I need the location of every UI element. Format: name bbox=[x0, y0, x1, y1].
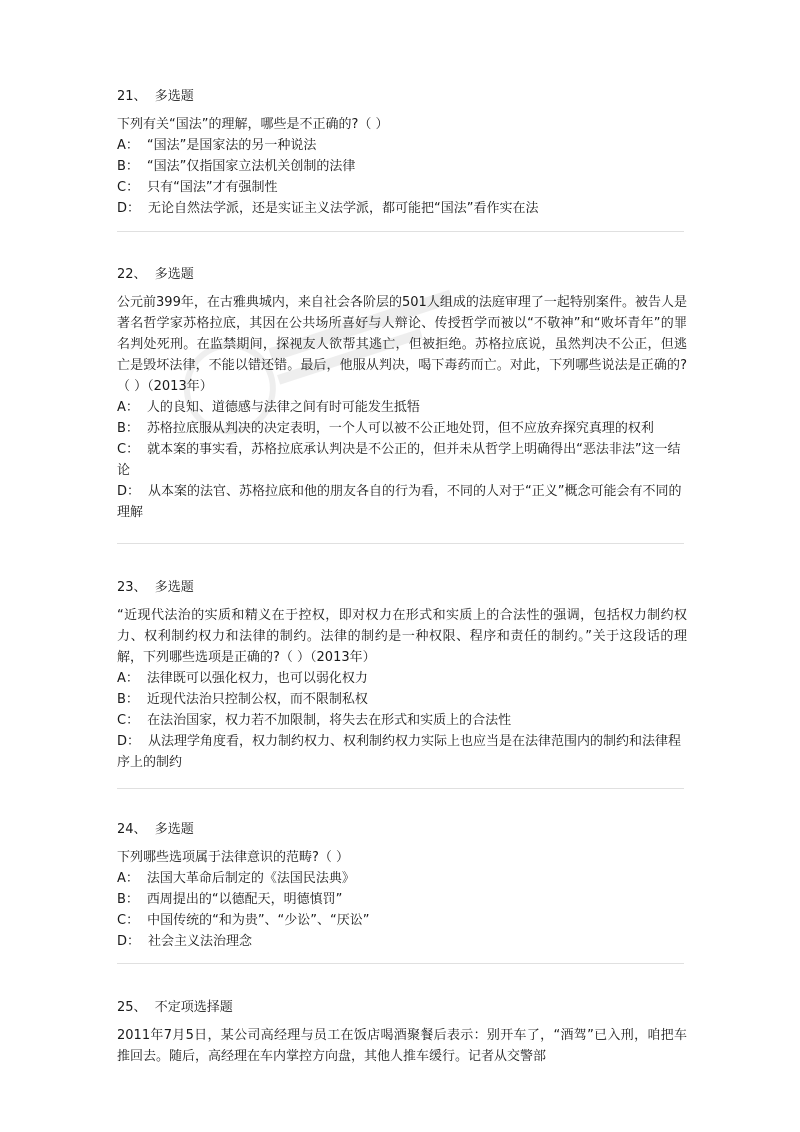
question-header bbox=[117, 578, 687, 598]
question-type: 多选题 bbox=[154, 822, 194, 837]
question-header bbox=[117, 820, 687, 840]
question-type: 多选题 bbox=[154, 89, 194, 104]
question-24 bbox=[117, 820, 687, 952]
option-d: D： 无论自然法学派，还是实证主义法学派，都可能把“国法”看作实在法 bbox=[117, 201, 539, 216]
question-number: 23、 bbox=[117, 580, 147, 595]
question-number: 24、 bbox=[117, 822, 147, 837]
divider bbox=[117, 231, 684, 232]
question-stem: 公元前399年，在古雅典城内，来自社会各阶层的501人组成的法庭审理了一起特别案件。被告人是著名哲学家苏格拉底，其因在公共场所喜好与人辩论、传授哲学而被以“不敬神”和“败坏青年”的罪名判处死刑。在监禁期间，探视友人欲帮其逃亡，但被拒绝。苏格拉底说，虽然判决不公正，但逃亡是毁坏法律，不能以错还错。最后，他服从判决，喝下毒药而亡。对此，下列哪些说法是正确的?（ ）（2013年） bbox=[117, 295, 687, 394]
question-type: 不定项选择题 bbox=[154, 1000, 233, 1015]
question-22 bbox=[117, 265, 687, 523]
divider bbox=[117, 543, 684, 544]
question-stem: 下列哪些选项属于法律意识的范畴?（ ） bbox=[117, 850, 350, 865]
question-number: 25、 bbox=[117, 1000, 147, 1015]
option-d: D： 从法理学角度看，权力制约权力、权利制约权力实际上也应当是在法律范围内的制约和法律程序上的制约 bbox=[117, 734, 682, 770]
option-b: B： “国法”仅指国家立法机关创制的法律 bbox=[117, 159, 356, 174]
question-number: 21、 bbox=[117, 89, 147, 104]
option-b: B： 西周提出的“以德配天，明德慎罚” bbox=[117, 892, 343, 907]
option-a: A： 法国大革命后制定的《法国民法典》 bbox=[117, 871, 355, 886]
option-b: B： 近现代法治只控制公权，而不限制私权 bbox=[117, 692, 368, 707]
question-stem: 下列有关“国法”的理解，哪些是不正确的?（ ） bbox=[117, 117, 389, 132]
question-type: 多选题 bbox=[154, 267, 194, 282]
option-d: D： 从本案的法官、苏格拉底和他的朋友各自的行为看，不同的人对于“正义”概念可能会有不同的理解 bbox=[117, 484, 682, 520]
question-type: 多选题 bbox=[154, 580, 194, 595]
question-stem: “近现代法治的实质和精义在于控权，即对权力在形式和实质上的合法性的强调，包括权力制约权力、权利制约权力和法律的制约。法律的制约是一种权限、程序和责任的制约。”关于这段话的理解，下列哪些选项是正确的?（ ）（2013年） bbox=[117, 608, 687, 665]
divider bbox=[117, 788, 684, 789]
option-c: C： 只有“国法”才有强制性 bbox=[117, 180, 278, 195]
divider bbox=[117, 963, 684, 964]
option-a: A： “国法”是国家法的另一种说法 bbox=[117, 138, 317, 153]
option-a: A： 人的良知、道德感与法律之间有时可能发生抵牾 bbox=[117, 400, 420, 415]
question-stem: 2011年7月5日，某公司高经理与员工在饭店喝酒聚餐后表示：别开车了，“酒驾”已入刑，咱把车推回去。随后，高经理在车内掌控方向盘，其他人推车缓行。记者从交警部 bbox=[117, 1028, 687, 1064]
option-c: C： 中国传统的“和为贵”、“少讼”、“厌讼” bbox=[117, 913, 370, 928]
question-header bbox=[117, 87, 687, 107]
option-b: B： 苏格拉底服从判决的决定表明，一个人可以被不公正地处罚，但不应放弃探究真理的权利 bbox=[117, 421, 654, 436]
question-25 bbox=[117, 998, 687, 1067]
question-header bbox=[117, 998, 687, 1018]
option-c: C： 就本案的事实看，苏格拉底承认判决是不公正的，但并未从哲学上明确得出“恶法非法”这一结论 bbox=[117, 442, 681, 478]
question-21 bbox=[117, 87, 687, 219]
question-23 bbox=[117, 578, 687, 773]
option-a: A： 法律既可以强化权力，也可以弱化权力 bbox=[117, 671, 368, 686]
option-d: D： 社会主义法治理念 bbox=[117, 934, 253, 949]
question-number: 22、 bbox=[117, 267, 147, 282]
option-c: C： 在法治国家，权力若不加限制，将失去在形式和实质上的合法性 bbox=[117, 713, 512, 728]
question-header bbox=[117, 265, 687, 285]
